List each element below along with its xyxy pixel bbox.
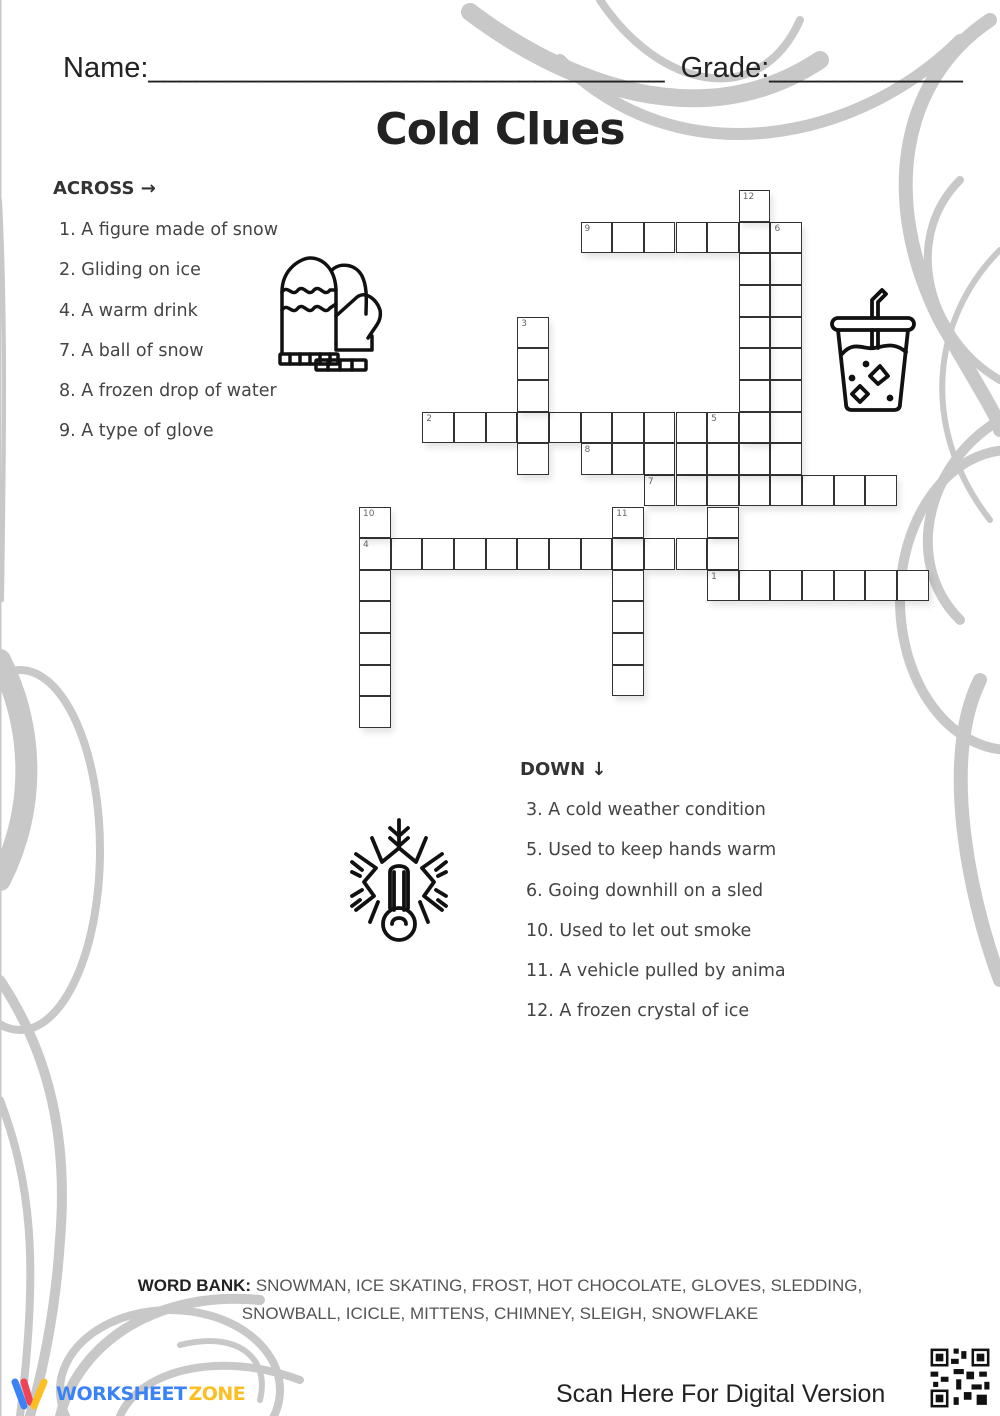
crossword-cell[interactable] <box>739 222 771 254</box>
crossword-cell[interactable] <box>739 412 771 444</box>
crossword-cell[interactable] <box>517 317 549 349</box>
word-bank-label: WORD BANK: <box>137 1276 252 1295</box>
page-title: Cold Clues <box>375 104 625 155</box>
crossword-cell[interactable] <box>359 601 391 633</box>
crossword-cell[interactable] <box>612 633 644 665</box>
clue-number: 9 <box>584 223 591 234</box>
crossword-cell[interactable] <box>739 190 771 222</box>
crossword-cell[interactable] <box>644 222 676 254</box>
crossword-cell[interactable] <box>770 475 802 507</box>
clue-number: 4 <box>363 540 369 551</box>
crossword-cell[interactable] <box>612 412 644 444</box>
crossword-cell[interactable] <box>770 412 802 444</box>
crossword-cell[interactable] <box>581 412 613 444</box>
crossword-cell[interactable] <box>707 475 739 507</box>
crossword-cell[interactable] <box>612 443 644 475</box>
crossword-cell[interactable] <box>802 475 834 507</box>
clue-number: 3 <box>521 318 527 329</box>
crossword-cell[interactable] <box>422 538 454 570</box>
crossword-cell[interactable] <box>644 538 676 570</box>
crossword-cell[interactable] <box>359 633 391 665</box>
crossword-cell[interactable] <box>517 538 549 570</box>
clue-across-7: 7. A ball of snow <box>59 340 204 361</box>
crossword-cell[interactable] <box>612 222 644 254</box>
word-bank-line-2: SNOWBALL, ICICLE, MITTENS, CHIMNEY, SLEIGH, SNOWFLAKE <box>241 1304 759 1323</box>
crossword-cell[interactable] <box>739 475 771 507</box>
clue-across-2: 2. Gliding on ice <box>59 260 201 281</box>
clue-across-8: 8. A frozen drop of water <box>59 381 277 402</box>
crossword-cell[interactable] <box>644 475 676 507</box>
clue-down-3: 3. A cold weather condition <box>526 800 766 820</box>
clue-number: 6 <box>774 223 781 234</box>
qr-code-icon[interactable] <box>928 1346 992 1410</box>
crossword-cell[interactable] <box>739 348 771 380</box>
iced-drink-icon <box>828 286 918 414</box>
crossword-cell[interactable] <box>834 570 866 602</box>
clue-number: 5 <box>711 413 717 424</box>
crossword-cell[interactable] <box>581 222 613 254</box>
crossword-cell[interactable] <box>454 412 486 444</box>
logo-text-worksheet: WORKSHEET <box>56 1383 187 1405</box>
name-field[interactable]: Name:________________________________ <box>63 52 665 84</box>
scan-instruction: Scan Here For Digital Version <box>556 1380 886 1408</box>
crossword-cell[interactable] <box>865 475 897 507</box>
crossword-cell[interactable] <box>739 443 771 475</box>
across-heading: ACROSS → <box>53 178 156 199</box>
crossword-cell[interactable] <box>739 380 771 412</box>
clue-across-1: 1. A figure made of snow <box>59 220 279 240</box>
crossword-cell[interactable] <box>707 443 739 475</box>
word-bank-line-1: SNOWMAN, ICE SKATING, FROST, HOT CHOCOLATE, GLOVES, SLEDDING, <box>255 1276 863 1295</box>
clue-number: 1 <box>711 571 717 582</box>
crossword-cell[interactable] <box>359 538 391 570</box>
clue-number: 7 <box>647 476 654 487</box>
down-section <box>520 759 786 1041</box>
clue-number: 11 <box>616 508 628 519</box>
crossword-cell[interactable] <box>707 222 739 254</box>
clue-number: 12 <box>742 192 755 202</box>
crossword-cell[interactable] <box>581 538 613 570</box>
clue-number: 8 <box>584 445 591 456</box>
clue-across-4: 4. A warm drink <box>59 300 198 321</box>
crossword-cell[interactable] <box>707 412 739 444</box>
crossword-cell[interactable] <box>739 253 771 285</box>
crossword-cell[interactable] <box>770 285 802 317</box>
crossword-cell[interactable] <box>359 665 391 697</box>
crossword-cell[interactable] <box>612 538 644 570</box>
crossword-cell[interactable] <box>676 412 708 444</box>
snowflake-thermometer-icon <box>348 816 450 946</box>
crossword-cell[interactable] <box>770 253 802 285</box>
crossword-cell[interactable] <box>897 570 929 602</box>
crossword-cell[interactable] <box>486 412 518 444</box>
clue-number: 2 <box>426 413 433 424</box>
down-heading: DOWN ↓ <box>520 759 607 780</box>
crossword-cell[interactable] <box>359 570 391 602</box>
crossword-cell[interactable] <box>612 570 644 602</box>
crossword-cell[interactable] <box>707 570 739 602</box>
worksheet-zone-logo[interactable] <box>10 1376 245 1412</box>
clue-down-6: 6. Going downhill on a sled <box>526 880 764 901</box>
crossword-cell[interactable] <box>770 443 802 475</box>
crossword-cell[interactable] <box>581 443 613 475</box>
crossword-cell[interactable] <box>612 665 644 697</box>
crossword-cell[interactable] <box>739 317 771 349</box>
crossword-cell[interactable] <box>770 317 802 349</box>
clue-number: 10 <box>363 508 375 519</box>
crossword-cell[interactable] <box>517 443 549 475</box>
crossword-cell[interactable] <box>707 538 739 570</box>
crossword-cell[interactable] <box>549 412 581 444</box>
crossword-cell[interactable] <box>644 443 676 475</box>
crossword-cell[interactable] <box>454 538 486 570</box>
clue-down-11: 11. A vehicle pulled by anima <box>526 961 786 982</box>
crossword-cell[interactable] <box>359 507 391 539</box>
logo-w-icon <box>10 1376 50 1412</box>
crossword-cell[interactable] <box>676 443 708 475</box>
crossword-cell[interactable] <box>834 475 866 507</box>
crossword-cell[interactable] <box>359 696 391 728</box>
crossword-cell[interactable] <box>549 538 581 570</box>
crossword-cell[interactable] <box>391 538 423 570</box>
crossword-cell[interactable] <box>676 538 708 570</box>
grade-field[interactable]: Grade:____________ <box>680 52 963 84</box>
crossword-cell[interactable] <box>676 222 708 254</box>
crossword-cell[interactable] <box>486 538 518 570</box>
crossword-cell[interactable] <box>517 380 549 412</box>
crossword-cell[interactable] <box>612 601 644 633</box>
crossword-cell[interactable] <box>612 507 644 539</box>
crossword-cell[interactable] <box>707 507 739 539</box>
crossword-cell[interactable] <box>770 348 802 380</box>
clue-down-12: 12. A frozen crystal of ice <box>526 1001 750 1022</box>
logo-text-zone: ZONE <box>188 1383 246 1405</box>
crossword-cell[interactable] <box>422 412 454 444</box>
crossword-cell[interactable] <box>770 570 802 602</box>
word-bank <box>0 1272 1000 1328</box>
crossword-cell[interactable] <box>770 222 802 254</box>
clue-down-10: 10. Used to let out smoke <box>526 920 752 941</box>
crossword-cell[interactable] <box>739 285 771 317</box>
crossword-cell[interactable] <box>739 570 771 602</box>
crossword-cell[interactable] <box>865 570 897 602</box>
clue-across-9: 9. A type of glove <box>59 421 214 442</box>
crossword-cell[interactable] <box>644 412 676 444</box>
clue-down-5: 5. Used to keep hands warm <box>526 840 777 861</box>
crossword-cell[interactable] <box>517 412 549 444</box>
crossword-cell[interactable] <box>517 348 549 380</box>
crossword-cell[interactable] <box>770 380 802 412</box>
down-clue-list <box>526 799 786 1041</box>
crossword-cell[interactable] <box>802 570 834 602</box>
crossword-cell[interactable] <box>676 475 708 507</box>
